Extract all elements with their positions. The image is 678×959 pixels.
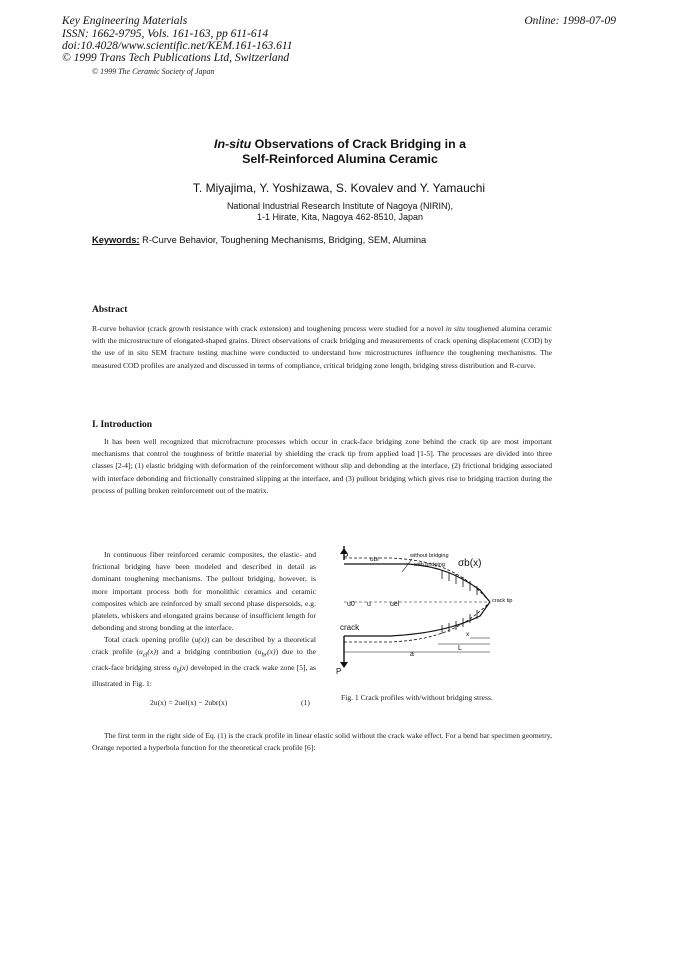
intro-paragraph-3: Total crack opening profile (u(x)) can be described by a theoretical crack profile $(u_{el}(x))$ and a bridging contribution $(u_{br}(x))$ due to the crack-face bridging stress $\sigma_b(x)$ developed in the crack wake zone [5], as illustrated in Fig. 1: bbox=[92, 635, 316, 688]
title-italic: In-situ bbox=[214, 137, 252, 151]
abstract-text: R-curve behavior (crack growth resistance with crack extension) and toughening process were studied for a novel in situ toughened alumina ceramic with the microstructure of elongated-shaped grains. Direct observations of crack bridging and measurements of crack opening displacement (COD) by the use of in situ SEM fracture testing machine were conducted to understand how microstructures influence the toughening mechanisms. The measured COD profiles are analyzed and discussed in terms of compliance, critical bridging zone length, bridging stress distribution and R-curve. bbox=[92, 324, 552, 370]
label-crack-tip: crack tip bbox=[492, 598, 513, 604]
figure-1-caption: Fig. 1 Crack profiles with/without bridging stress. bbox=[341, 693, 493, 702]
label-p-bottom: P bbox=[336, 667, 342, 676]
intro-paragraph-1: It has been well recognized that microfracture processes which occur in crack-face bridging zone behind the crack tip are most important mechanisms that control the toughness of brittle material by shielding the crack tip from applied load [1-5]. The processes are divided into three classes [2-4]; (1) elastic bridging with deformation of the reinforcement without slip and debonding at the interface, (2) frictional bridging associated with interface debonding and frictionally constrained slipping at the interface, and (3) pullout bridging which gives rise to bridging traction during the process of pulling broken reinforcement out of the matrix. bbox=[92, 437, 552, 495]
keywords-label: Keywords: bbox=[92, 235, 140, 245]
affiliation-line1: National Industrial Research Institute of Nagoya (NIRIN), bbox=[226, 201, 454, 211]
label-ubr: ubr bbox=[370, 556, 380, 563]
label-sigma-b: σb(x) bbox=[458, 558, 482, 569]
society-copyright: © 1999 The Ceramic Society of Japan bbox=[92, 67, 215, 76]
label-l: L bbox=[458, 645, 462, 652]
authors: T. Miyajima, Y. Yoshizawa, S. Kovalev and Y. Yamauchi bbox=[192, 181, 486, 195]
label-p-top: P bbox=[343, 552, 349, 561]
issn-line: ISSN: 1662-9795, Vols. 161-163, pp 611-614 bbox=[62, 28, 269, 40]
intro-paragraph-4: The first term in the right side of Eq. (1) is the crack profile in linear elastic solid without the crack wake effect. For a bend bar specimen geometry, Orange reported a hyperbola function for the theoretical crack profile [6]: bbox=[92, 731, 552, 753]
pointer-without bbox=[402, 559, 412, 572]
abstract-heading: Abstract bbox=[92, 305, 128, 315]
label-a: a bbox=[410, 651, 414, 658]
label-with-bridging: with bridging bbox=[414, 562, 445, 568]
journal-name: Key Engineering Materials bbox=[62, 15, 188, 27]
label-u: u bbox=[367, 601, 371, 608]
paper-title bbox=[120, 137, 560, 167]
keywords bbox=[92, 235, 426, 245]
intro-paragraph-2: In continuous fiber reinforced ceramic composites, the elastic- and frictional bridging have been modeled and described in detail as dominant toughening mechanisms. The pullout bridging, however, is more important process both for monolithic ceramics and ceramic composites which are reinforced by small second phase dispersoids, e.g. platelets, whiskers and elongated grains because of insufficient length for debonding and strong bonding at the interface. bbox=[92, 550, 316, 633]
equation-1: 2u(x) = 2uel(x) − 2ubr(x) bbox=[150, 698, 228, 707]
crack-face-upper bbox=[344, 564, 490, 602]
keywords-list: R-Curve Behavior, Toughening Mechanisms, Bridging, SEM, Alumina bbox=[142, 235, 427, 245]
label-crack: crack bbox=[340, 623, 360, 632]
figure-1 bbox=[330, 546, 560, 684]
title-line2: Self-Reinforced Alumina Ceramic bbox=[242, 152, 438, 166]
online-date: Online: 1998-07-09 bbox=[524, 15, 616, 27]
affiliation-line2: 1-1 Hirate, Kita, Nagoya 462-8510, Japan bbox=[256, 212, 424, 222]
affiliation bbox=[120, 201, 560, 223]
label-without-bridging: without bridging bbox=[410, 553, 449, 559]
doi-link[interactable]: doi:10.4028/www.scientific.net/KEM.161-163.611 bbox=[62, 40, 293, 52]
title-line1: Observations of Crack Bridging in a bbox=[251, 137, 466, 151]
introduction-heading: I. Introduction bbox=[92, 420, 153, 430]
equation-1-number: (1) bbox=[301, 698, 310, 707]
label-uel: uel bbox=[390, 601, 400, 608]
label-x: x bbox=[466, 631, 470, 638]
label-u0: u0 bbox=[347, 601, 355, 608]
copyright-line: © 1999 Trans Tech Publications Ltd, Switzerland bbox=[62, 52, 290, 64]
